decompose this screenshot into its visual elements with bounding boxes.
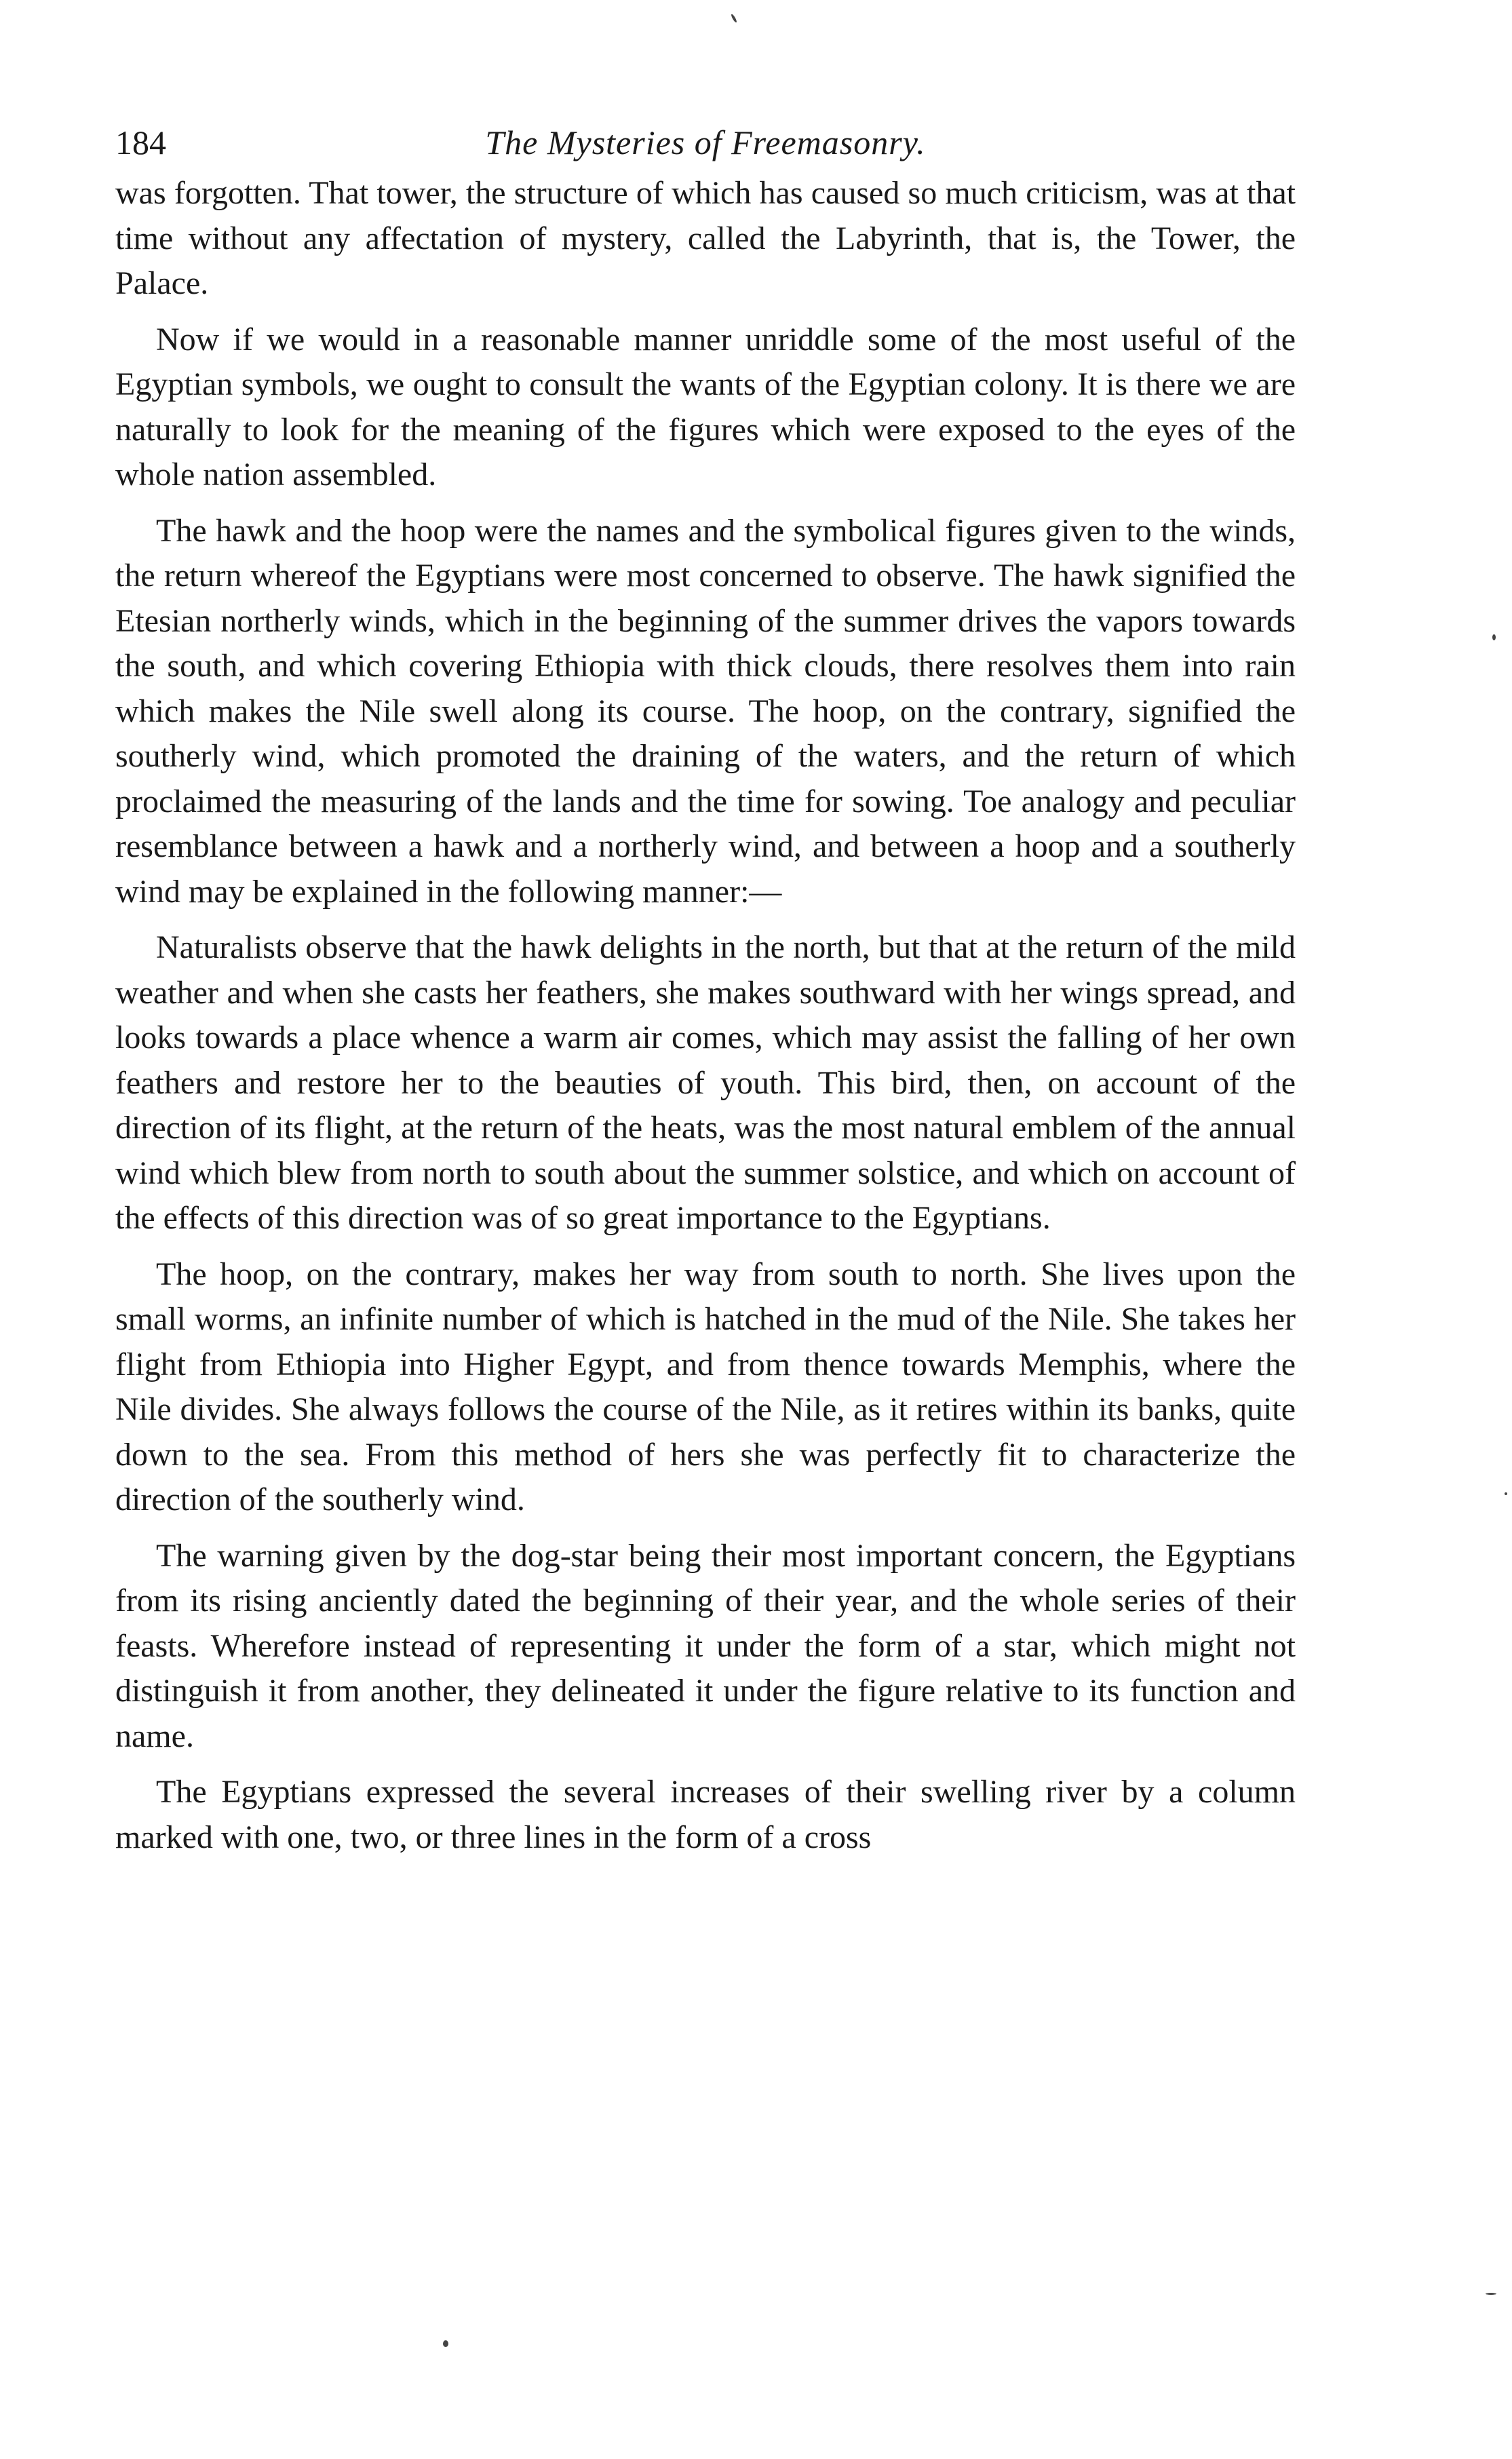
book-page (115, 115, 1296, 1860)
scan-speck (1505, 1492, 1507, 1495)
scan-speck (443, 2340, 448, 2347)
paragraph-4: Naturalists observe that the hawk delights in the north, but that at the return of the mild weather and when she casts her feathers, she makes southward with her wings spread, and looks towards a place whence a warm air comes, which may assist the falling of her own feathers and restore her to the beauties of youth. This bird, then, on account of the direction of its flight, at the return of the heats, was the most natural emblem of the annual wind which blew from north to south about the summer solstice, and which on account of the effects of this direction was of so great importance to the Egyptians. (115, 929, 1296, 1236)
paragraph-1: was forgotten. That tower, the structure of which has caused so much criticism, was at that time without any affectation of mystery, called the Labyrinth, that is, the Tower, the Palace. (115, 175, 1296, 301)
scan-speck (1492, 634, 1496, 640)
paragraph-5: The hoop, on the contrary, makes her way from south to north. She lives upon the small worms, an infinite number of which is hatched in the mud of the Nile. She takes her flight from Ethiopia into Higher Egypt, and from thence towards Memphis, where the Nile divides. She always follows the course of the Nile, as it retires within its banks, quite down to the sea. From this method of hers she was perfectly fit to characterize the direction of the southerly wind. (115, 1256, 1296, 1517)
page-number: 184 (115, 123, 166, 161)
scan-speck (1486, 2293, 1496, 2295)
body-text (115, 171, 1296, 1860)
running-title: The Mysteries of Freemasonry. (485, 123, 926, 161)
running-head (115, 115, 1296, 170)
paragraph-7: The Egyptians expressed the several increases of their swelling river by a column marked with one, two, or three lines in the form of a cross (115, 1774, 1296, 1855)
scan-speck (731, 14, 737, 23)
paragraph-2: Now if we would in a reasonable manner unriddle some of the most useful of the Egyptian symbols, we ought to consult the wants of the Egyptian colony. It is there we are naturally to look for the meaning of the figures which were exposed to the eyes of the whole nation assembled. (115, 321, 1296, 492)
paragraph-6: The warning given by the dog-star being their most important concern, the Egyptians from its rising anciently dated the beginning of their year, and the whole series of their feasts. Wherefore instead of representing it under the form of a star, which might not distinguish it from another, they delineated it under the figure relative to its function and name. (115, 1537, 1296, 1754)
paragraph-3: The hawk and the hoop were the names and the symbolical figures given to the winds, the return whereof the Egyptians were most concerned to observe. The hawk signified the Etesian northerly winds, which in the beginning of the summer drives the vapors towards the south, and which covering Ethiopia with thick clouds, there resolves them into rain which makes the Nile swell along its course. The hoop, on the contrary, signified the southerly wind, which promoted the draining of the waters, and the return of which proclaimed the measuring of the lands and the time for sowing. Toe analogy and peculiar resemblance between a hawk and a northerly wind, and between a hoop and a southerly wind may be explained in the following manner:— (115, 512, 1296, 910)
